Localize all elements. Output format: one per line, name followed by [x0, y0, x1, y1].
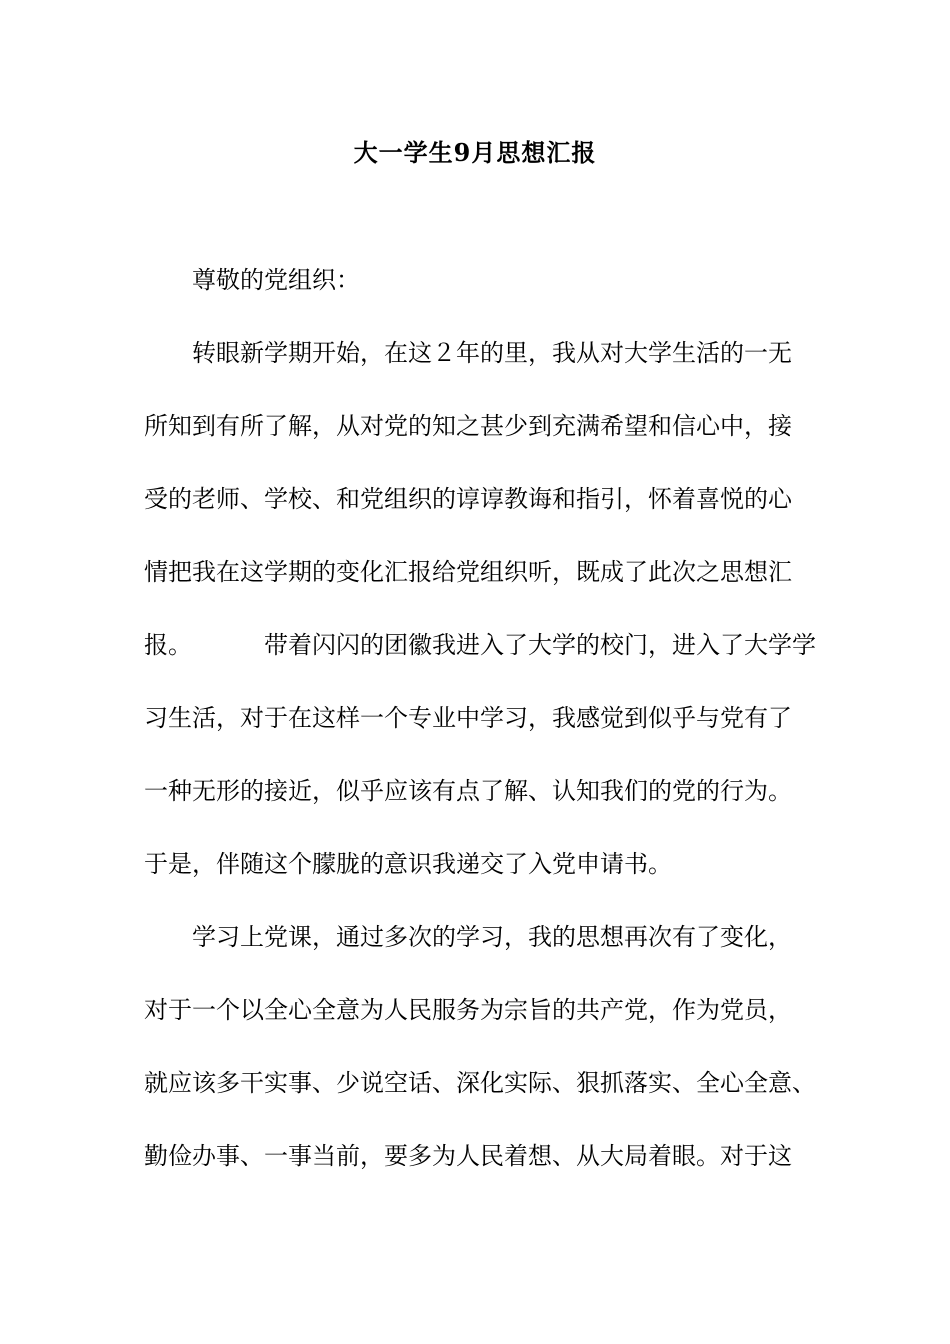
paragraph-line: 受的老师、学校、和党组织的谆谆教诲和指引，怀着喜悦的心	[144, 485, 792, 513]
paragraph-line-mixed	[144, 627, 816, 663]
paragraph-line: 就应该多干实事、少说空话、深化实际、狠抓落实、全心全意、	[144, 1069, 816, 1097]
paragraph-line: 勤俭办事、一事当前，要多为人民着想、从大局着眼。对于这	[144, 1142, 792, 1170]
paragraph-line: 于是，伴随这个朦胧的意识我递交了入党申请书。	[144, 850, 672, 878]
paragraph-fragment: 报。	[144, 631, 192, 659]
paragraph-line: 学习上党课，通过多次的学习，我的思想再次有了变化，	[192, 923, 792, 951]
salutation: 尊敬的党组织：	[192, 266, 360, 294]
paragraph-line: 习生活，对于在这样一个专业中学习，我感觉到似乎与党有了	[144, 704, 792, 732]
document-title: 大一学生9月思想汇报	[353, 138, 597, 167]
paragraph-line: 转眼新学期开始，在这２年的里，我从对大学生活的一无	[192, 339, 792, 367]
paragraph-line: 所知到有所了解，从对党的知之甚少到充满希望和信心中，接	[144, 412, 792, 440]
paragraph-line: 对于一个以全心全意为人民服务为宗旨的共产党，作为党员，	[144, 996, 792, 1024]
paragraph-line: 情把我在这学期的变化汇报给党组织听，既成了此次之思想汇	[144, 558, 792, 586]
paragraph-fragment: 带着闪闪的团徽我进入了大学的校门，进入了大学学	[264, 631, 816, 659]
paragraph-line: 一种无形的接近，似乎应该有点了解、认知我们的党的行为。	[144, 777, 792, 805]
